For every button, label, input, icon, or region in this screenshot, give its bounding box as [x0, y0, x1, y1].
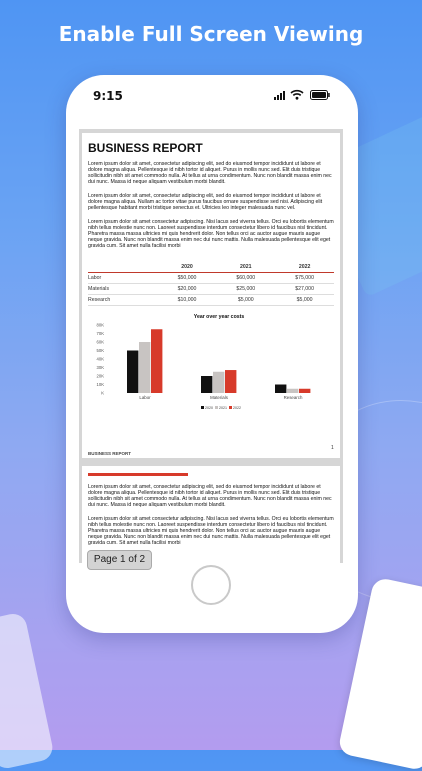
paragraph: Lorem ipsum dolor sit amet, consectetur adipiscing elit, sed do eiusmod tempor incididunt ut labore et dolore magna aliqua. Pellentesque id nibh tortor id aliquet. Purus in mollis nunc sed. Elit duis tristique sollicitudin nibh sit amet commodo nulla. At tellus at urna condimentum. Nunc non blandit massa enim nec dui nunc. Massa id neque aliquam vestibulum morbi blandit. [88, 484, 332, 508]
cost-table [88, 263, 334, 306]
costs-bar-chart [86, 311, 336, 415]
legend-swatch-2021 [215, 406, 218, 409]
legend-swatch-2020 [201, 406, 204, 409]
table-cell: $10,000 [158, 295, 217, 306]
bar-labor-2020 [127, 351, 138, 394]
bar-materials-2021 [213, 372, 224, 393]
bar-materials-2020 [201, 376, 212, 393]
y-tick-label: 50K [96, 348, 104, 353]
table-header: 2021 [216, 263, 275, 273]
status-time: 9:15 [93, 89, 123, 103]
document-page-2 [82, 466, 340, 563]
bar-research-2021 [287, 389, 298, 393]
y-tick-label: K [101, 390, 104, 396]
paragraph: Lorem ipsum dolor sit amet, consectetur adipiscing elit, sed do eiusmod tempor incididunt ut labore et dolore magna aliqua. Pellentesque id nibh tortor id aliquet. Purus in mollis nunc sed. Elit duis tristique sollicitudin nibh sit amet commodo nulla. At tellus at urna condimentum. Nunc non blandit massa enim nec dui nunc. Massa id neque aliquam vestibulum morbi blandit. [88, 161, 332, 185]
x-tick-label: Labor [139, 395, 151, 400]
table-cell: Materials [88, 284, 158, 295]
accent-rule [88, 473, 188, 476]
decorative-phone-left [0, 611, 55, 770]
table-cell: $5,000 [275, 295, 334, 306]
page-number: 1 [331, 445, 334, 451]
y-tick-label: 20K [96, 373, 104, 379]
table-cell: $5,000 [216, 295, 275, 306]
signal-icon [274, 91, 286, 100]
bar-research-2022 [299, 389, 310, 393]
y-tick-label: 30K [96, 365, 104, 370]
headline: Enable Full Screen Viewing [58, 22, 364, 46]
document-viewer[interactable] [79, 129, 343, 563]
table-cell: $25,000 [216, 284, 275, 295]
bar-labor-2021 [139, 342, 150, 393]
bar-materials-2022 [225, 370, 236, 393]
table-cell: $75,000 [275, 273, 334, 284]
paragraph: Lorem ipsum dolor sit amet consectetur adipiscing. Nisi lacus sed viverra tellus. Orci eu lobortis elementum nibh tellus molestie nunc non. Laoreet suspendisse interdum consectetur libero id faucibus nisl tincidunt. Pharetra massa massa ultricies mi quis hendrerit dolor. Non tellus orci ac auctor augue mauris augue neque gravida. Nunc non blandit massa enim nec dui nunc mattis. Nulla malesuada pellentesque elit eget gravida cum. Sit amet nulla facilisi morbi [88, 516, 334, 546]
document-title: BUSINESS REPORT [88, 141, 203, 155]
x-tick-label: Materials [210, 395, 228, 400]
table-header-row [88, 263, 334, 273]
phone-frame [66, 75, 358, 633]
home-button[interactable] [191, 565, 231, 605]
table-cell: Research [88, 295, 158, 306]
legend-label: 2021 [219, 406, 227, 410]
table-row [88, 284, 334, 295]
page-footer-title: BUSINESS REPORT [88, 451, 132, 456]
x-tick-label: Research [283, 395, 303, 400]
wifi-icon [290, 89, 304, 100]
table-cell: $60,000 [216, 273, 275, 284]
table-row [88, 295, 334, 306]
legend-label: 2020 [205, 406, 213, 410]
document-page-1 [82, 133, 340, 458]
y-tick-label: 70K [96, 331, 104, 336]
table-cell: $27,000 [275, 284, 334, 295]
y-tick-label: 10K [96, 382, 104, 387]
table-cell: Labor [88, 273, 158, 284]
legend-label: 2022 [233, 406, 241, 410]
paragraph: Lorem ipsum dolor sit amet, consectetur adipiscing elit, sed do eiusmod tempor incididunt ut labore et dolore magna aliqua. Nullam ac tortor vitae purus faucibus ornare suspendisse sed nisi. Adipiscing elit pellentesque habitant morbi tristique senectus et. Ultricies leo integer malesuada nunc vel. [88, 193, 323, 211]
table-cell: $20,000 [158, 284, 217, 295]
table-header [88, 263, 158, 273]
y-tick-label: 60K [96, 339, 104, 345]
table-header: 2022 [275, 263, 334, 273]
battery-icon [310, 90, 330, 100]
y-tick-label: 80K [96, 322, 104, 328]
bar-labor-2022 [151, 329, 162, 393]
legend-swatch-2022 [229, 406, 232, 409]
table-cell: $50,000 [158, 273, 217, 284]
chart-title: Year over year costs [193, 314, 245, 320]
table-row [88, 273, 334, 284]
bar-research-2020 [275, 385, 286, 394]
paragraph: Lorem ipsum dolor sit amet consectetur adipiscing. Nisi lacus sed viverra tellus. Orci eu lobortis elementum nibh tellus molestie nunc non. Laoreet suspendisse interdum consectetur libero id faucibus nisl tincidunt. Pharetra massa massa ultricies mi quis hendrerit dolor. Non tellus orci ac auctor augue mauris augue neque gravida. Nunc non blandit massa enim nec dui nunc mattis. Nulla malesuada pellentesque elit eget gravida cum. Sit amet nulla facilisi morbi [88, 219, 334, 249]
status-bar [66, 75, 358, 117]
table-header: 2020 [158, 263, 217, 273]
page-indicator: Page 1 of 2 [87, 550, 152, 570]
y-tick-label: 40K [96, 356, 104, 362]
